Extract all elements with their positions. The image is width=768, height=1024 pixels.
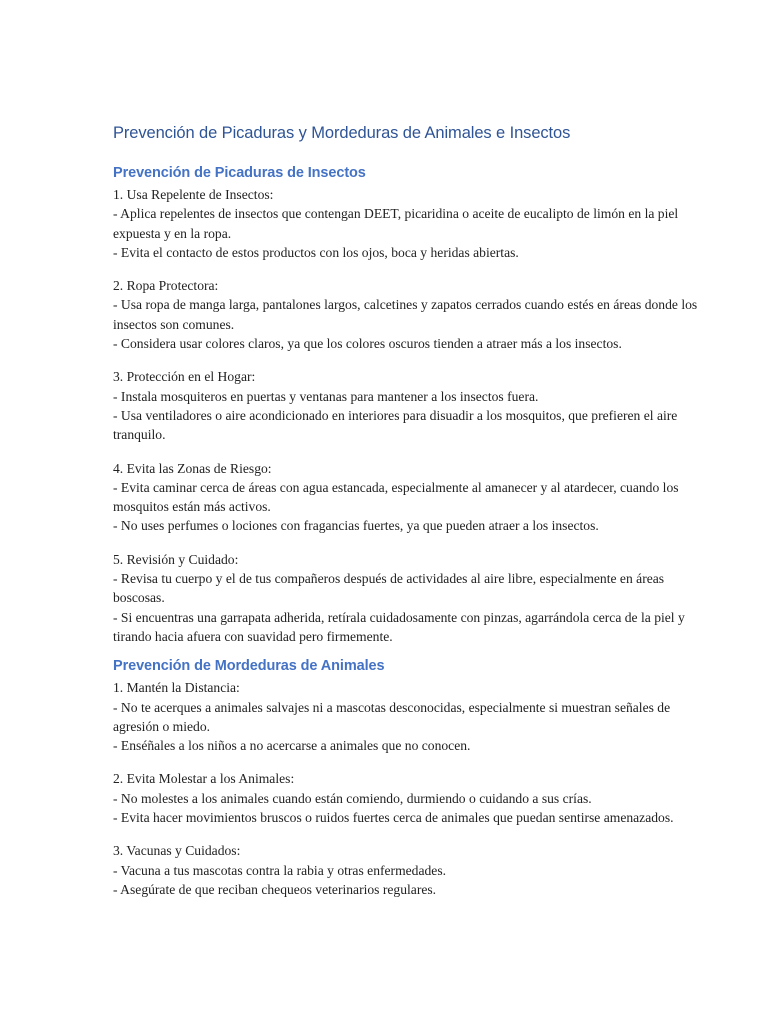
section-heading: Prevención de Picaduras de Insectos bbox=[113, 165, 366, 181]
item-line: - Evita hacer movimientos bruscos o ruidos fuertes cerca de animales que puedan sentirse amenazados. bbox=[113, 810, 674, 826]
item-heading: 4. Evita las Zonas de Riesgo: bbox=[113, 460, 272, 476]
item-line: - Revisa tu cuerpo y el de tus compañeros después de actividades al aire libre, especialmente en áreas boscosas. bbox=[113, 571, 665, 606]
item-line: - Aplica repelentes de insectos que contengan DEET, picaridina o aceite de eucalipto de limón en la piel expuesta y en la ropa. bbox=[113, 206, 679, 241]
item-line: - Usa ropa de manga larga, pantalones largos, calcetines y zapatos cerrados cuando estés en áreas donde los insectos son comunes. bbox=[113, 297, 698, 332]
item-heading: 1. Usa Repelente de Insectos: bbox=[113, 187, 274, 202]
item-heading: 1. Mantén la Distancia: bbox=[113, 680, 240, 696]
list-item bbox=[113, 367, 708, 444]
list-item bbox=[113, 678, 708, 755]
item-heading: 2. Ropa Protectora: bbox=[113, 278, 219, 294]
item-line: - No molestes a los animales cuando están comiendo, durmiendo o cuidando a sus crías. bbox=[113, 790, 592, 806]
item-line: - Instala mosquiteros en puertas y ventanas para mantener a los insectos fuera. bbox=[113, 388, 539, 404]
item-line: - No uses perfumes o lociones con fragancias fuertes, ya que pueden atraer a los insectos. bbox=[113, 518, 599, 534]
item-heading: 5. Revisión y Cuidado: bbox=[113, 551, 239, 567]
list-item bbox=[113, 841, 708, 899]
section-heading: Prevención de Mordeduras de Animales bbox=[113, 658, 385, 675]
item-heading: 3. Protección en el Hogar: bbox=[113, 369, 256, 385]
list-item bbox=[113, 550, 708, 646]
item-line: - Asegúrate de que reciban chequeos veterinarios regulares. bbox=[113, 881, 437, 897]
item-heading: 2. Evita Molestar a los Animales: bbox=[113, 771, 295, 787]
item-line: - Usa ventiladores o aire acondicionado en interiores para disuadir a los mosquitos, que prefieren el aire tranquilo. bbox=[113, 407, 678, 443]
item-line: - No te acerques a animales salvajes ni a mascotas desconocidas, especialmente si muestran señales de agresión o miedo. bbox=[113, 699, 671, 734]
list-item bbox=[113, 185, 708, 262]
item-line: - Considera usar colores claros, ya que los colores oscuros tienden a atraer más a los insectos. bbox=[113, 336, 622, 352]
item-heading: 3. Vacunas y Cuidados: bbox=[113, 843, 241, 859]
item-line: - Vacuna a tus mascotas contra la rabia y otras enfermedades. bbox=[113, 862, 447, 878]
list-item bbox=[113, 276, 708, 353]
document-title: Prevención de Picaduras y Mordeduras de Animales e Insectos bbox=[113, 124, 571, 142]
section-animal-bites bbox=[113, 656, 708, 899]
list-item bbox=[113, 459, 708, 536]
item-line: - Si encuentras una garrapata adherida, retírala cuidadosamente con pinzas, agarrándola cerca de la piel y tirando hacia afuera con suavidad pero firmemente. bbox=[113, 609, 685, 644]
list-item bbox=[113, 769, 708, 827]
item-line: - Evita caminar cerca de áreas con agua estancada, especialmente al amanecer y al atardecer, cuando los mosquitos están más activos. bbox=[113, 479, 679, 515]
section-insect-bites bbox=[113, 163, 708, 646]
item-line: - Evita el contacto de estos productos con los ojos, boca y heridas abiertas. bbox=[113, 244, 519, 260]
item-line: - Enséñales a los niños a no acercarse a animales que no conocen. bbox=[113, 738, 471, 754]
